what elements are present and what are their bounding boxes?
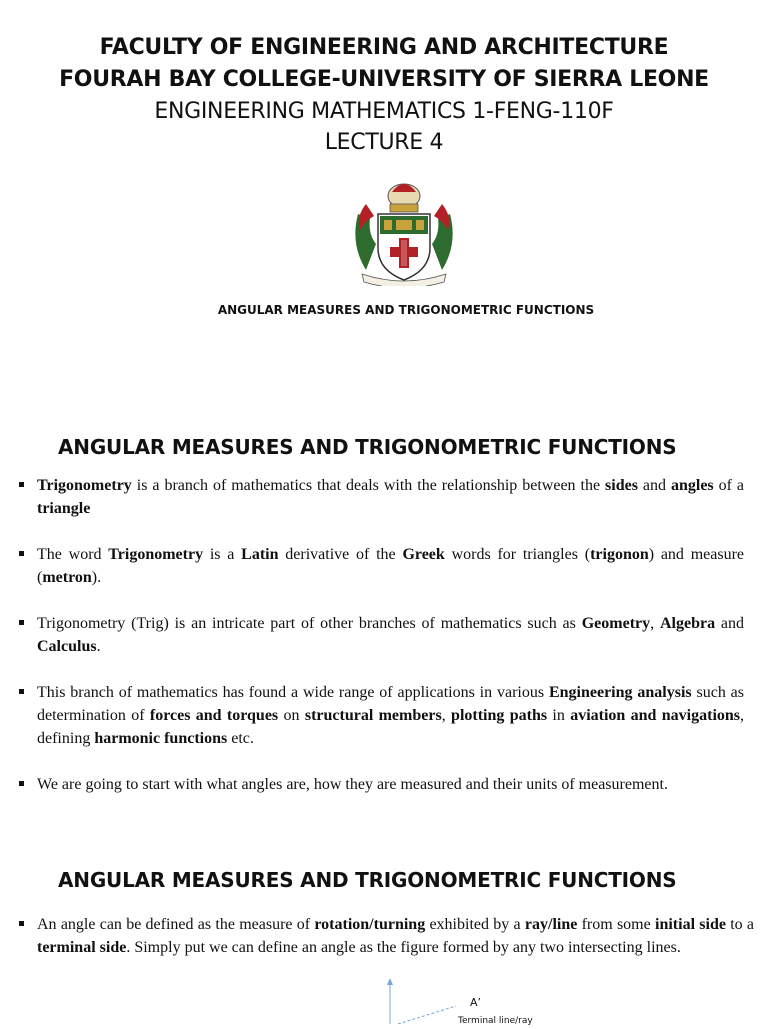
bold-term: structural members (304, 707, 442, 724)
text-run: such as determination of (37, 684, 745, 724)
bold-term: angles (670, 477, 714, 494)
bold-term: trigonon (590, 546, 649, 563)
text-run: words for triangles ( (444, 546, 591, 563)
bold-term: rotation/turning (314, 916, 426, 933)
text-run: , defining (37, 707, 745, 747)
text-run: We are going to start with what angles are, how they are measured and their units of measurement. (37, 776, 668, 793)
text-run: Trigonometry (Trig) is an intricate part of other branches of mathematics such as (37, 615, 582, 632)
section-heading: ANGULAR MEASURES AND TRIGONOMETRIC FUNCTIONS (58, 868, 677, 892)
square-bullet-icon (19, 620, 24, 625)
bullet-item (16, 773, 744, 796)
bold-term: plotting paths (451, 707, 548, 724)
bold-term: Trigonometry (37, 477, 132, 494)
bullet-item (16, 612, 744, 658)
text-run: , (441, 707, 452, 724)
bold-term: sides (605, 477, 638, 494)
bold-term: initial side (655, 916, 726, 933)
square-bullet-icon (19, 482, 24, 487)
bold-term: Algebra (659, 615, 716, 632)
bold-term: Greek (402, 546, 445, 563)
square-bullet-icon (19, 689, 24, 694)
text-run: and (637, 477, 671, 494)
text-run: derivative of the (278, 546, 403, 563)
bold-term: aviation and navigations (570, 707, 741, 724)
text-run: is a (203, 546, 242, 563)
bold-term: metron (42, 569, 92, 586)
bullet-item (16, 913, 754, 959)
university-crest-icon (348, 174, 460, 286)
title-faculty: FACULTY OF ENGINEERING AND ARCHITECTURE (99, 35, 669, 60)
text-run: . Simply put we can define an angle as the figure formed by any two intersecting lines. (126, 939, 681, 956)
bold-term: Geometry (581, 615, 651, 632)
text-run: from some (577, 916, 655, 933)
text-run: The word (37, 546, 109, 563)
label-a-prime: A’ (470, 996, 482, 1009)
bullet-item (16, 543, 744, 589)
bold-term: ray/line (524, 916, 578, 933)
text-run: ). (91, 569, 102, 586)
bullet-item (16, 474, 744, 520)
text-run: This branch of mathematics has found a wide range of applications in various (37, 684, 549, 701)
section-heading: ANGULAR MEASURES AND TRIGONOMETRIC FUNCTIONS (58, 435, 677, 459)
square-bullet-icon (19, 921, 24, 926)
bullet-list (16, 913, 754, 982)
square-bullet-icon (19, 551, 24, 556)
text-run: of a (713, 477, 744, 494)
text-run: on (278, 707, 305, 724)
bold-term: forces and torques (149, 707, 279, 724)
title-college: FOURAH BAY COLLEGE-UNIVERSITY OF SIERRA LEONE (59, 67, 709, 92)
bold-term: Calculus (37, 638, 97, 655)
bold-term: harmonic functions (94, 730, 228, 747)
title-lecture: LECTURE 4 (324, 130, 444, 155)
bold-term: Engineering analysis (548, 684, 692, 701)
text-run: ) and measure ( (37, 546, 745, 586)
bullet-list (16, 474, 744, 819)
bold-term: Latin (241, 546, 279, 563)
subtitle: ANGULAR MEASURES AND TRIGONOMETRIC FUNCTIONS (217, 303, 595, 317)
text-run: . (96, 638, 101, 655)
square-bullet-icon (19, 781, 24, 786)
text-run: is a branch of mathematics that deals with the relationship between the (131, 477, 606, 494)
label-terminal-line: Terminal line/ray (458, 1016, 533, 1026)
text-run: and (715, 615, 745, 632)
text-run: to a (725, 916, 755, 933)
text-run: An angle can be defined as the measure of (37, 916, 315, 933)
bullet-item (16, 681, 744, 750)
text-run: exhibited by a (425, 916, 525, 933)
text-run: , (650, 615, 660, 632)
angle-figure (380, 978, 600, 1024)
bold-term: terminal side (37, 939, 127, 956)
bold-term: triangle (37, 500, 91, 517)
bold-term: Trigonometry (108, 546, 204, 563)
text-run: etc. (227, 730, 254, 747)
title-course: ENGINEERING MATHEMATICS 1-FENG-110F (154, 99, 614, 124)
text-run: in (547, 707, 571, 724)
